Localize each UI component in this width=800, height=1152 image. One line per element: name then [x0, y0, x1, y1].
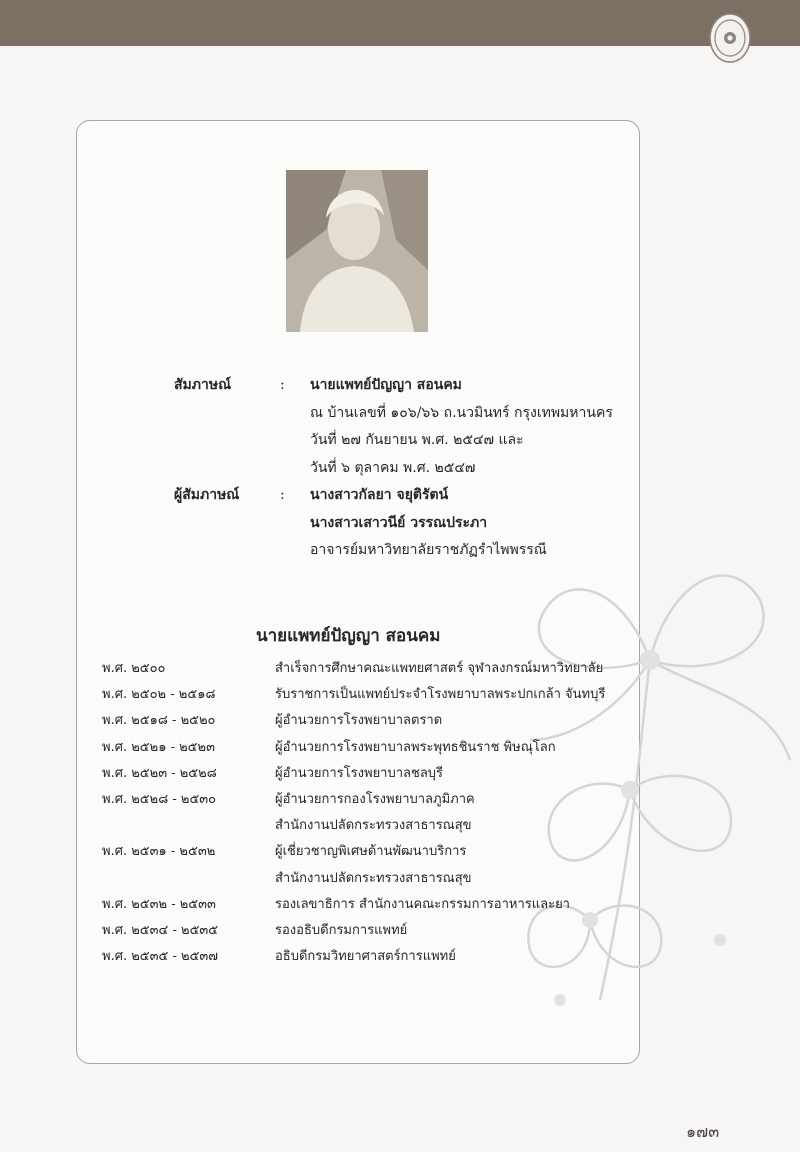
timeline-desc: ผู้อำนวยการโรงพยาบาลพระพุทธชินราช พิษณุโลก — [275, 739, 556, 755]
timeline-entry — [102, 944, 662, 970]
timeline-desc-continued: สำนักงานปลัดกระทรวงสาธารณสุข — [275, 870, 472, 886]
timeline-desc: รับราชการเป็นแพทย์ประจำโรงพยาบาลพระปกเกล้า จันทบุรี — [275, 687, 606, 703]
timeline-period: พ.ศ. ๒๕๓๒ - ๒๕๓๓ — [102, 896, 216, 912]
interview-place-row — [174, 400, 634, 428]
page-number: ๑๗๓ — [686, 1122, 720, 1141]
timeline-entry — [102, 735, 662, 761]
timeline-period: พ.ศ. ๒๕๐๐ — [102, 661, 166, 676]
bio-title: นายแพทย์ปัญญา สอนคม — [256, 626, 441, 646]
university-emblem-icon — [708, 12, 752, 64]
interview-date2-row — [174, 455, 634, 483]
interview-date1-row — [174, 427, 634, 455]
timeline-period: พ.ศ. ๒๕๓๔ - ๒๕๓๕ — [102, 923, 219, 939]
timeline-entry — [102, 682, 662, 708]
timeline-period: พ.ศ. ๒๕๒๑ - ๒๕๒๓ — [102, 739, 215, 755]
timeline-desc: ผู้เชี่ยวชาญพิเศษด้านพัฒนาบริการ — [275, 844, 467, 860]
timeline-desc: ผู้อำนวยการโรงพยาบาลชลบุรี — [275, 765, 444, 781]
interviewer-affiliation-row — [174, 537, 634, 565]
timeline-period: พ.ศ. ๒๕๓๕ - ๒๕๓๗ — [102, 949, 219, 965]
timeline-desc: ผู้อำนวยการโรงพยาบาลตราด — [275, 713, 443, 729]
header-band — [0, 0, 800, 46]
timeline-entry — [102, 656, 662, 682]
timeline-period: พ.ศ. ๒๕๓๑ - ๒๕๓๒ — [102, 844, 216, 860]
timeline-entry — [102, 761, 662, 787]
interviewee-name: นายแพทย์ปัญญา สอนคม — [310, 377, 462, 393]
timeline-entry — [102, 918, 662, 944]
timeline-entry — [102, 839, 662, 891]
timeline-period: พ.ศ. ๒๕๒๓ - ๒๕๒๘ — [102, 765, 217, 781]
timeline-desc: รองเลขาธิการ สำนักงานคณะกรรมการอาหารและยา — [275, 896, 570, 912]
timeline-entry — [102, 892, 662, 918]
interviewee-label: สัมภาษณ์ — [174, 377, 232, 393]
timeline-desc: ผู้อำนวยการกองโรงพยาบาลภูมิภาค — [275, 792, 475, 808]
timeline-period: พ.ศ. ๒๕๐๒ - ๒๕๑๘ — [102, 687, 216, 703]
portrait-photo — [286, 170, 428, 332]
timeline-desc-continued: สำนักงานปลัดกระทรวงสาธารณสุข — [275, 818, 472, 834]
timeline-entry — [102, 787, 662, 839]
interview-date-1: วันที่ ๒๗ กันยายน พ.ศ. ๒๕๔๗ และ — [310, 432, 524, 448]
timeline-period: พ.ศ. ๒๕๑๘ - ๒๕๒๐ — [102, 713, 216, 729]
timeline-entry — [102, 708, 662, 734]
timeline-period: พ.ศ. ๒๕๒๘ - ๒๕๓๐ — [102, 792, 217, 808]
interviewer2-row — [174, 510, 634, 538]
colon: : — [280, 487, 285, 503]
interviewers-row — [174, 482, 634, 510]
interviewers-label: ผู้สัมภาษณ์ — [174, 487, 240, 503]
timeline-desc: อธิบดีกรมวิทยาศาสตร์การแพทย์ — [275, 949, 456, 965]
interviewer-affiliation: อาจารย์มหาวิทยาลัยราชภัฏรำไพพรรณี — [310, 542, 547, 558]
career-timeline — [102, 656, 662, 970]
timeline-desc: สำเร็จการศึกษาคณะแพทยศาสตร์ จุฬาลงกรณ์มหาวิทยาลัย — [275, 661, 604, 676]
interview-info — [174, 372, 634, 565]
interview-place: ณ บ้านเลขที่ ๑๐๖/๖๖ ถ.นวมินทร์ กรุงเทพมหานคร — [310, 404, 613, 421]
interview-date-2: วันที่ ๖ ตุลาคม พ.ศ. ๒๕๔๗ — [310, 459, 476, 476]
interviewee-row — [174, 372, 634, 400]
interviewer-1: นางสาวกัลยา จยุติรัตน์ — [310, 487, 449, 503]
interviewer-2: นางสาวเสาวนีย์ วรรณประภา — [310, 514, 488, 531]
timeline-desc: รองอธิบดีกรมการแพทย์ — [275, 923, 408, 939]
colon: : — [280, 377, 285, 393]
